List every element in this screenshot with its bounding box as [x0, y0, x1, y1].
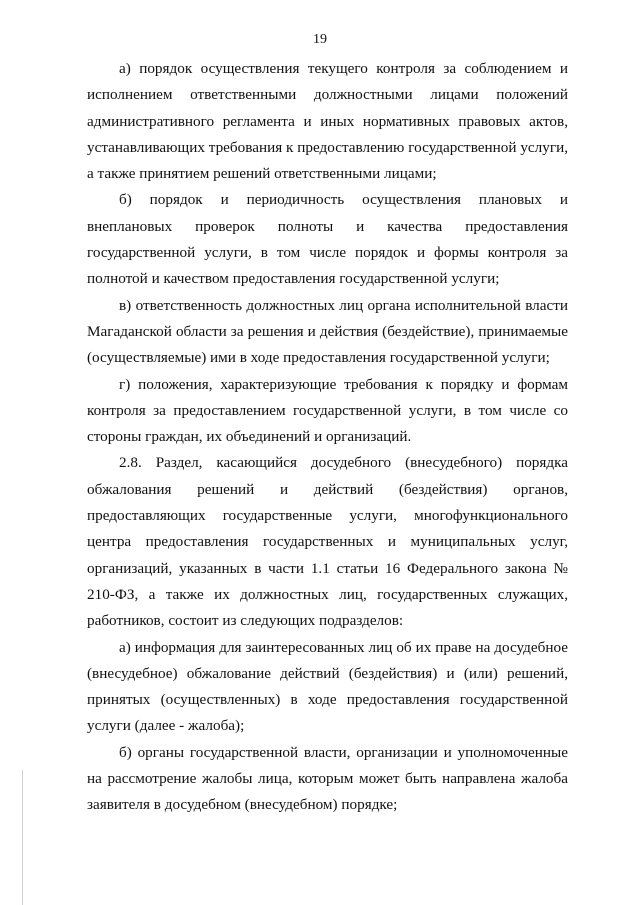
paragraph-a-current-control: а) порядок осуществления текущего контроля за соблюдением и исполнением ответственными должностными лицами положений административного регламента и иных нормативных правовых актов, устанавливающих требования к предоставлению государственной услуги, а также принятием решений ответственными лицами; [87, 60, 568, 183]
paragraph-v-responsibility: в) ответственность должностных лиц органа исполнительной власти Магаданской области за решения и действия (бездействие), принимаемые (осуществляемые) ими в ходе предоставления государственной услуги; [87, 296, 568, 367]
paragraph-g-control-provisions: г) положения, характеризующие требования к порядку и формам контроля за предоставлением государственной услуги, в том числе со стороны граждан, их объединений и организаций. [87, 375, 568, 446]
page-number: 19 [313, 32, 327, 47]
margin-line [22, 770, 23, 905]
paragraph-b-inspections: б) порядок и периодичность осуществления плановых и внеплановых проверок полноты и качества предоставления государственной услуги, в том числе порядок и формы контроля за полнотой и качеством предоставления государственной услуги; [87, 191, 568, 288]
document-body [87, 56, 568, 819]
paragraph-a-appeal-right: а) информация для заинтересованных лиц об их праве на досудебное (внесудебное) обжалование действий (бездействия) и (или) решений, принятых (осуществленных) в ходе предоставления государственной услуги (далее - жалоба); [87, 638, 568, 735]
paragraph-b-appeal-bodies: б) органы государственной власти, организации и уполномоченные на рассмотрение жалобы лица, которым может быть направлена жалоба заявителя в досудебном (внесудебном) порядке; [87, 743, 568, 814]
paragraph-2-8-appeal-section: 2.8. Раздел, касающийся досудебного (внесудебного) порядка обжалования решений и действий (бездействия) органов, предоставляющих государственные услуги, многофункционального центра предоставления государственных и муниципальных услуг, организаций, указанных в части 1.1 статьи 16 Федерального закона № 210-ФЗ, а также их должностных лиц, государственных служащих, работников, состоит из следующих подразделов: [87, 454, 568, 630]
